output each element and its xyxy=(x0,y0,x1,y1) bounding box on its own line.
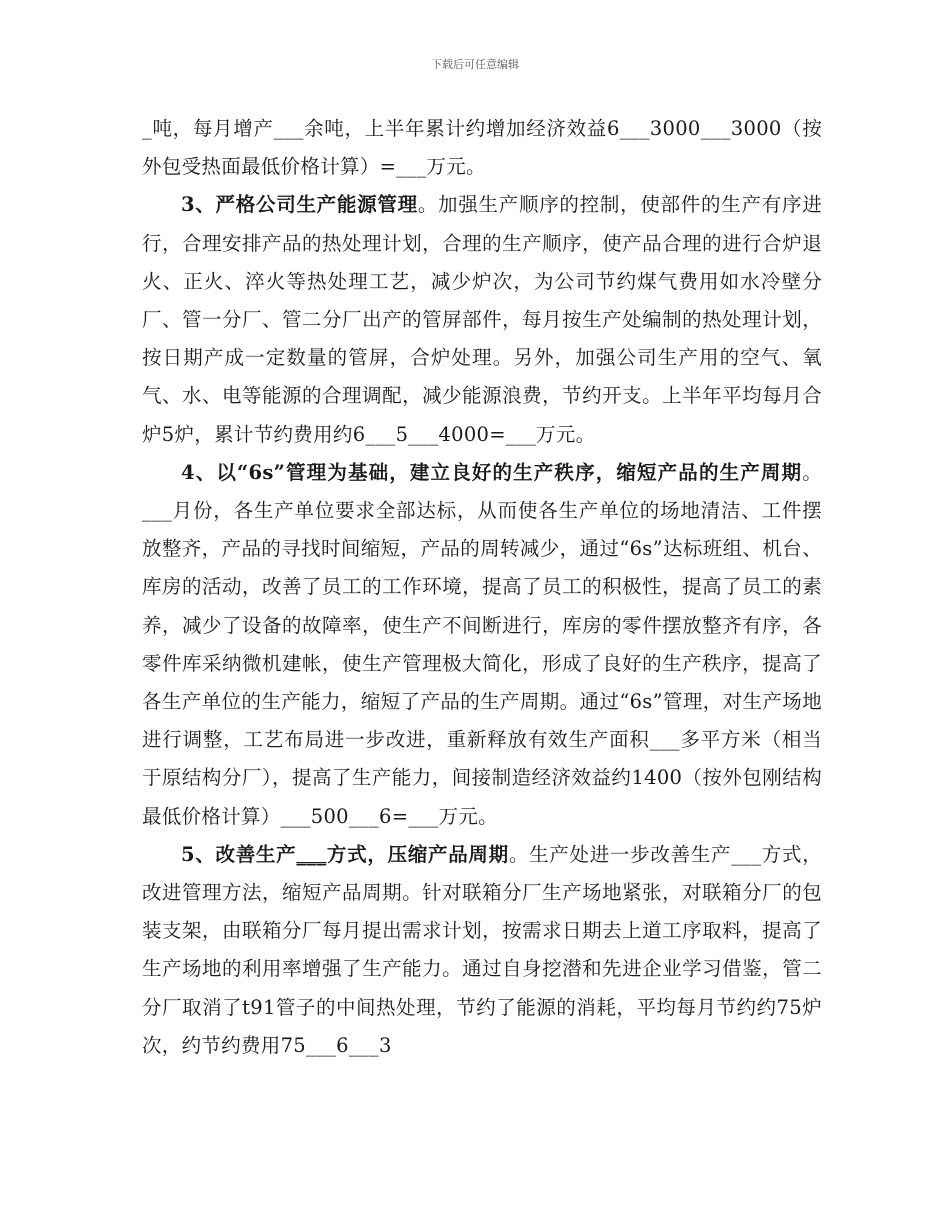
paragraph-5-heading-blank: ___ xyxy=(296,842,327,866)
paragraph-5 xyxy=(142,836,822,1065)
page-header: 下载后可任意编辑 xyxy=(431,58,519,71)
paragraph-5-heading-a: 5、改善生产 xyxy=(181,842,297,866)
paragraph-5-heading-b: 方式，压缩产品周期 xyxy=(326,842,509,866)
paragraph-5-text: 。生产处进一步改善生产___方式，改进管理方法，缩短产品周期。针对联箱分厂生产场地紧张，对联箱分厂的包装支架，由联箱分厂每月提出需求计划，按需求日期去上道工序取料，提高了生产场地的利用率增强了生产能力。通过自身挖潜和先进企业学习借鉴，管二分厂取消了t91管子的中间热处理，节约了能源的消耗，平均每月节约约75炉次，约节约费用75___6___3 xyxy=(142,842,822,1057)
paragraph-3-heading: 3、严格公司生产能源管理 xyxy=(181,193,418,217)
paragraph-4-text: 。___月份，各生产单位要求全部达标，从而使各生产单位的场地清洁、工件摆放整齐，产品的寻找时间缩短，产品的周转减少，通过“6s”达标班组、机台、库房的活动，改善了员工的工作环境，提高了员工的积极性，提高了员工的素养，减少了设备的故障率，使生产不间断进行，库房的零件摆放整齐有序，各零件库采纳微机建帐，使生产管理极大简化，形成了良好的生产秩序，提高了各生产单位的生产能力，缩短了产品的生产周期。通过“6s”管理，对生产场地进行调整，工艺布局进一步改进，重新释放有效生产面积___多平方米（相当于原结构分厂），提高了生产能力，间接制造经济效益约1400（按外包刚结构最低价格计算）___500___6=___万元。 xyxy=(142,460,822,828)
paragraph-continuation: _吨，每月增产___余吨，上半年累计约增加经济效益6___3000___3000（按外包受热面最低价格计算）=___万元。 xyxy=(142,117,822,179)
paragraph-4-heading: 4、以“6s”管理为基础，建立良好的生产秩序，缩短产品的生产周期 xyxy=(181,460,803,484)
paragraph-3-text: 。加强生产顺序的控制，使部件的生产有序进行，合理安排产品的热处理计划，合理的生产顺序，使产品合理的进行合炉退火、正火、淬火等热处理工艺，减少炉次，为公司节约煤气费用如水冷壁分厂、管一分厂、管二分厂出产的管屏部件，每月按生产处编制的热处理计划，按日期产成一定数量的管屏，合炉处理。另外，加强公司生产用的空气、氧气、水、电等能源的合理调配，减少能源浪费，节约开支。上半年平均每月合炉5炉，累计节约费用约6___5___4000=___万元。 xyxy=(142,193,822,446)
paragraph-4 xyxy=(142,454,822,836)
document-body xyxy=(142,110,822,1065)
paragraph-3 xyxy=(142,186,822,453)
